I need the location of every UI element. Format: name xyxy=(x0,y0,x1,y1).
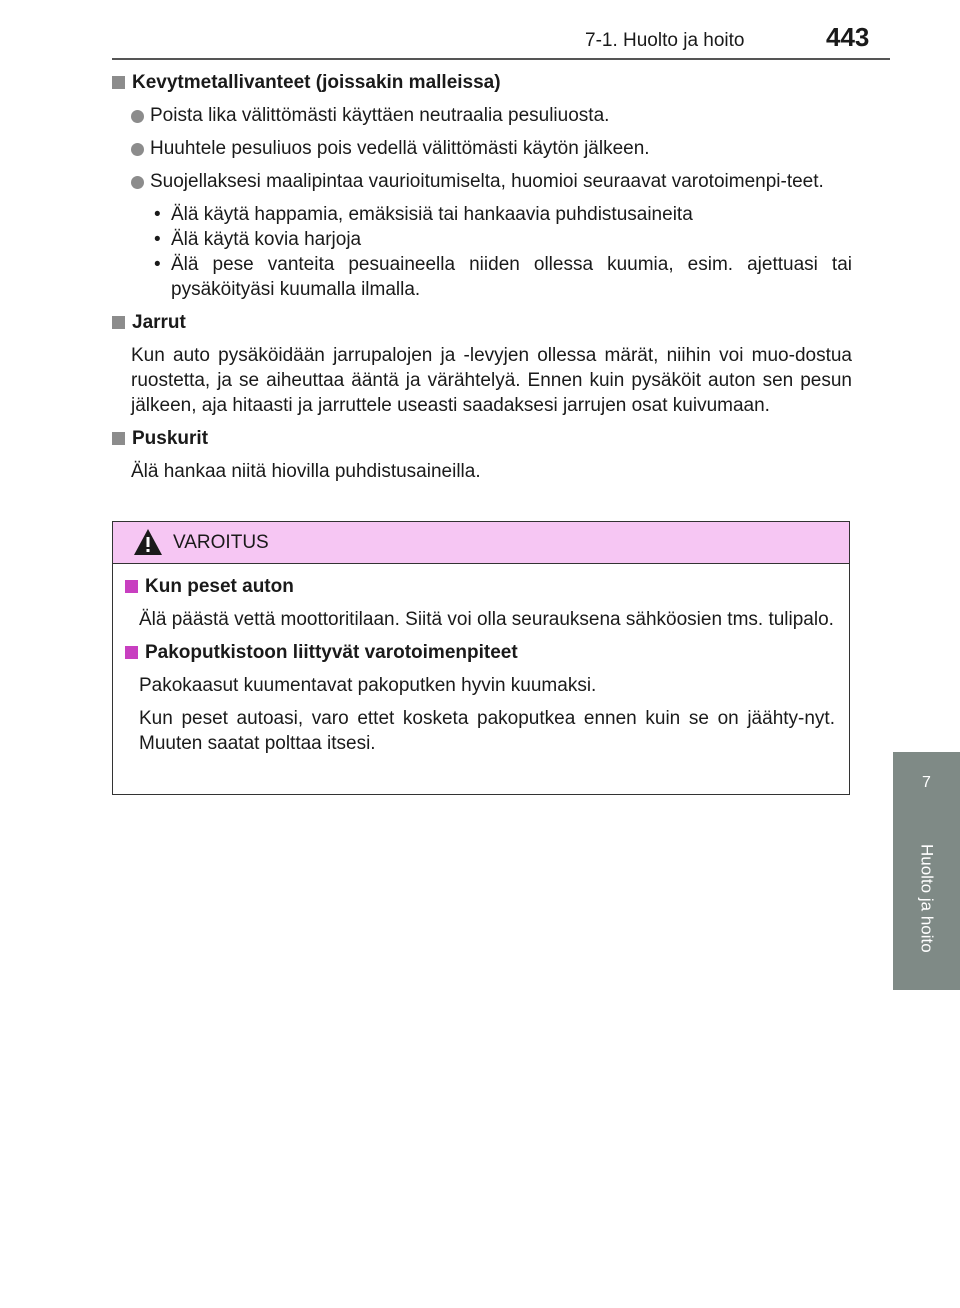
round-bullet-icon xyxy=(131,176,144,189)
header-divider xyxy=(112,58,890,60)
sub-list-item: • Älä pese vanteita pesuaineella niiden ollessa kuumia, esim. ajettuasi tai pysäköityäsi kuumalla ilmalla. xyxy=(154,254,852,300)
sub-list xyxy=(112,202,852,302)
section-heading-alloy: Kevytmetallivanteet (joissakin malleissa) xyxy=(112,70,852,95)
list-item: Suojellaksesi maalipintaa vaurioitumiselta, huomioi seuraavat varotoimenpi-teet. xyxy=(112,169,852,194)
round-bullet-icon xyxy=(131,143,144,156)
chapter-label: Huolto ja hoito xyxy=(917,844,937,953)
sub-list-item: • Älä käytä kovia harjoja xyxy=(154,229,362,250)
page-header xyxy=(0,0,960,60)
warning-body xyxy=(113,564,849,756)
sub-list-item: • Älä käytä happamia, emäksisiä tai hankaavia puhdistusaineita xyxy=(154,204,693,225)
bumpers-text: Älä hankaa niitä hiovilla puhdistusaineilla. xyxy=(131,461,481,482)
warning-item-text: Kun peset autoasi, varo ettet kosketa pakoputkea ennen kuin se on jäähty-nyt. Muuten saatat polttaa itsesi. xyxy=(139,708,835,754)
round-bullet-icon xyxy=(131,110,144,123)
chapter-number: 7 xyxy=(922,774,931,791)
square-bullet-icon xyxy=(125,646,138,659)
section-title: 7-1. Huolto ja hoito xyxy=(585,30,745,51)
section-heading-brakes: Jarrut xyxy=(112,310,852,335)
square-bullet-icon xyxy=(112,76,125,89)
square-bullet-icon xyxy=(112,316,125,329)
section-heading-bumpers: Puskurit xyxy=(112,426,852,451)
square-bullet-icon xyxy=(125,580,138,593)
page-number: 443 xyxy=(826,22,870,52)
chapter-side-label xyxy=(893,830,960,990)
warning-box xyxy=(112,521,850,795)
brakes-text: Kun auto pysäköidään jarrupalojen ja -levyjen ollessa märät, niihin voi muo-dostua ruostetta, ja se aiheuttaa ääntä ja värähtelyä. Ennen kuin pysäköit auton sen pesun jälkeen, aja hitaasti ja jarruttele useasti saadaksesi jarrujen osat kuivumaan. xyxy=(131,345,852,416)
warning-header xyxy=(113,522,849,564)
warning-triangle-icon xyxy=(133,528,163,556)
warning-title: VAROITUS xyxy=(173,532,269,553)
warning-item-heading: Kun peset auton xyxy=(125,574,835,599)
warning-item-heading: Pakoputkistoon liittyvät varotoimenpiteet xyxy=(125,640,835,665)
list-item: Huuhtele pesuliuos pois vedellä välittömästi käytön jälkeen. xyxy=(112,136,852,161)
list-item: Poista lika välittömästi käyttäen neutraalia pesuliuosta. xyxy=(112,103,852,128)
square-bullet-icon xyxy=(112,432,125,445)
warning-item-text: Älä päästä vettä moottoritilaan. Siitä voi olla seurauksena sähköosien tms. tulipalo. xyxy=(139,609,834,630)
chapter-tab[interactable] xyxy=(893,752,960,830)
main-content xyxy=(112,70,852,492)
warning-item-text: Pakokaasut kuumentavat pakoputken hyvin kuumaksi. xyxy=(139,675,597,696)
